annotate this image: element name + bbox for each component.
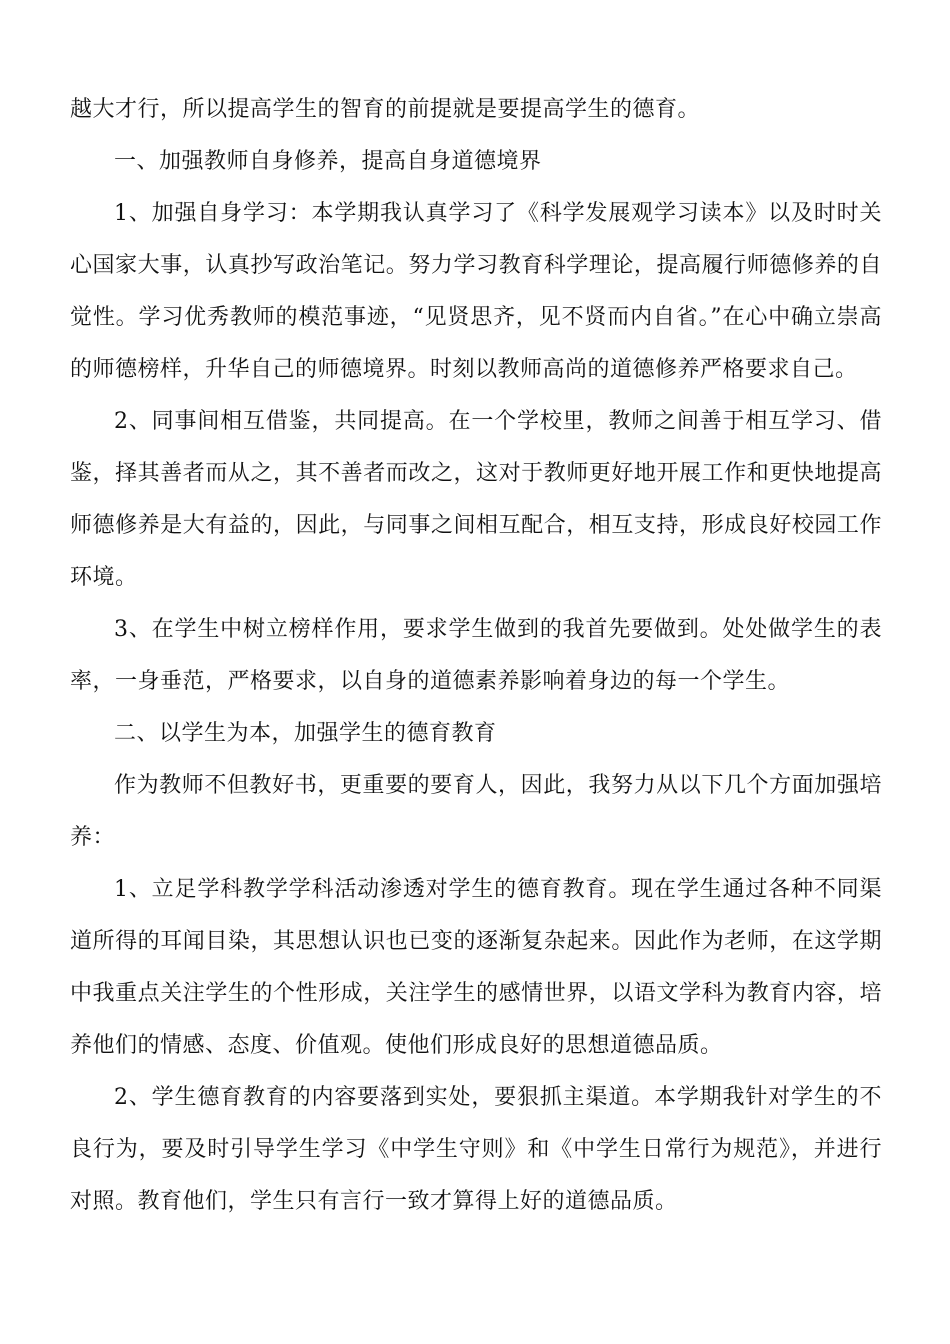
- document-body: [70, 84, 882, 1228]
- section-heading-2: 二、以学生为本，加强学生的德育教育: [114, 721, 497, 746]
- paragraph-self-study: 1、加强自身学习：本学期我认真学习了《科学发展观学习读本》以及时时关心国家大事，认真抄写政治笔记。努力学习教育科学理论，提高履行师德修养的自觉性。学习优秀教师的模范事迹，“见贤思齐，见不贤而内自省。”在心中确立崇高的师德榜样，升华自己的师德境界。时刻以教师高尚的道德修养严格要求自己。: [70, 201, 882, 382]
- paragraph-colleagues: 2、同事间相互借鉴，共同提高。在一个学校里，教师之间善于相互学习、借鉴，择其善者而从之，其不善者而改之，这对于教师更好地开展工作和更快地提高师德修养是大有益的，因此，与同事之间相互配合，相互支持，形成良好校园工作环境。: [70, 409, 882, 590]
- paragraph-role-model: 3、在学生中树立榜样作用，要求学生做到的我首先要做到。处处做学生的表率，一身垂范，严格要求，以自身的道德素养影响着身边的每一个学生。: [70, 617, 882, 694]
- paragraph-intro: 作为教师不但教好书，更重要的要育人，因此，我努力从以下几个方面加强培养：: [70, 773, 882, 850]
- section-heading-1: 一、加强教师自身修养，提高自身道德境界: [114, 149, 542, 174]
- paragraph-continuation: 越大才行，所以提高学生的智育的前提就是要提高学生的德育。: [70, 97, 701, 122]
- paragraph-subject-teaching: 1、立足学科教学学科活动渗透对学生的德育教育。现在学生通过各种不同渠道所得的耳闻目染，其思想认识也已变的逐渐复杂起来。因此作为老师，在这学期中我重点关注学生的个性形成，关注学生的感情世界，以语文学科为教育内容，培养他们的情感、态度、价值观。使他们形成良好的思想道德品质。: [70, 877, 882, 1058]
- paragraph-moral-education: 2、学生德育教育的内容要落到实处，要狠抓主渠道。本学期我针对学生的不良行为，要及时引导学生学习《中学生守则》和《中学生日常行为规范》，并进行对照。教育他们，学生只有言行一致才算得上好的道德品质。: [70, 1085, 882, 1214]
